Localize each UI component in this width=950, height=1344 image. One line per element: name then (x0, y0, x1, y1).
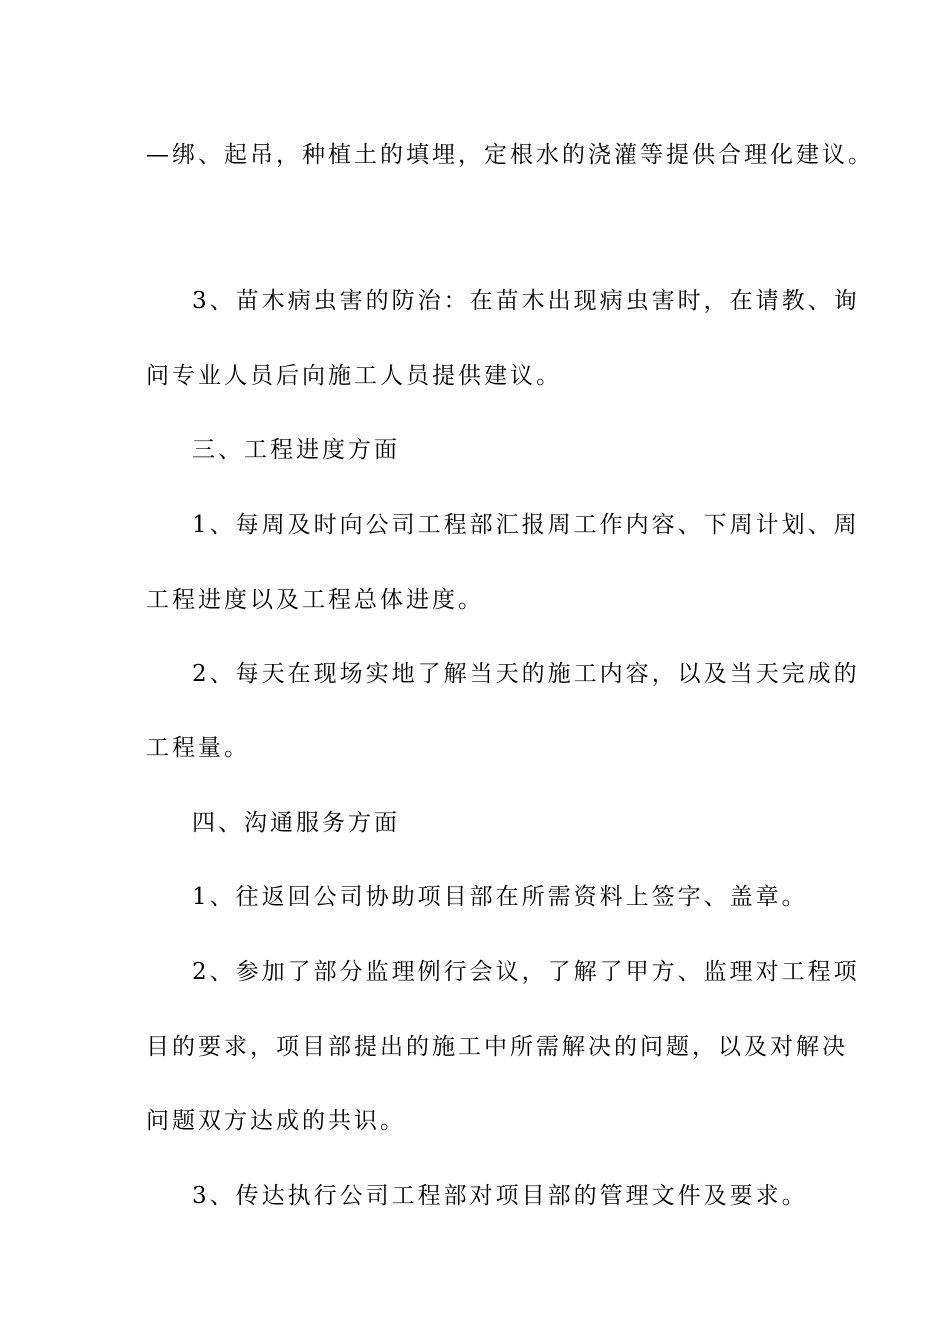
paragraph-line: 3、苗木病虫害的防治：在苗木出现病虫害时，在请教、询 (192, 288, 860, 314)
paragraph-line: 工程量。 (146, 735, 250, 761)
paragraph-line: —绑、起吊，种植土的填埋，定根水的浇灌等提供合理化建议。 (146, 142, 874, 168)
paragraph-line: 工程进度以及工程总体进度。 (146, 587, 484, 613)
paragraph-line: 2、参加了部分监理例行会议，了解了甲方、监理对工程项 (192, 959, 860, 985)
paragraph-line: 问题双方达成的共识。 (146, 1108, 406, 1134)
paragraph-line: 问专业人员后向施工人员提供建议。 (146, 363, 562, 389)
paragraph-line: 目的要求，项目部提出的施工中所需解决的问题，以及对解决 (146, 1034, 848, 1060)
section-heading: 三、工程进度方面 (192, 437, 400, 463)
section-heading: 四、沟通服务方面 (192, 810, 400, 836)
paragraph-line: 2、每天在现场实地了解当天的施工内容，以及当天完成的 (192, 661, 860, 687)
paragraph-line: 3、传达执行公司工程部对项目部的管理文件及要求。 (192, 1183, 808, 1209)
paragraph-line: 1、往返回公司协助项目部在所需资料上签字、盖章。 (192, 884, 808, 910)
paragraph-line: 1、每周及时向公司工程部汇报周工作内容、下周计划、周 (192, 512, 860, 538)
